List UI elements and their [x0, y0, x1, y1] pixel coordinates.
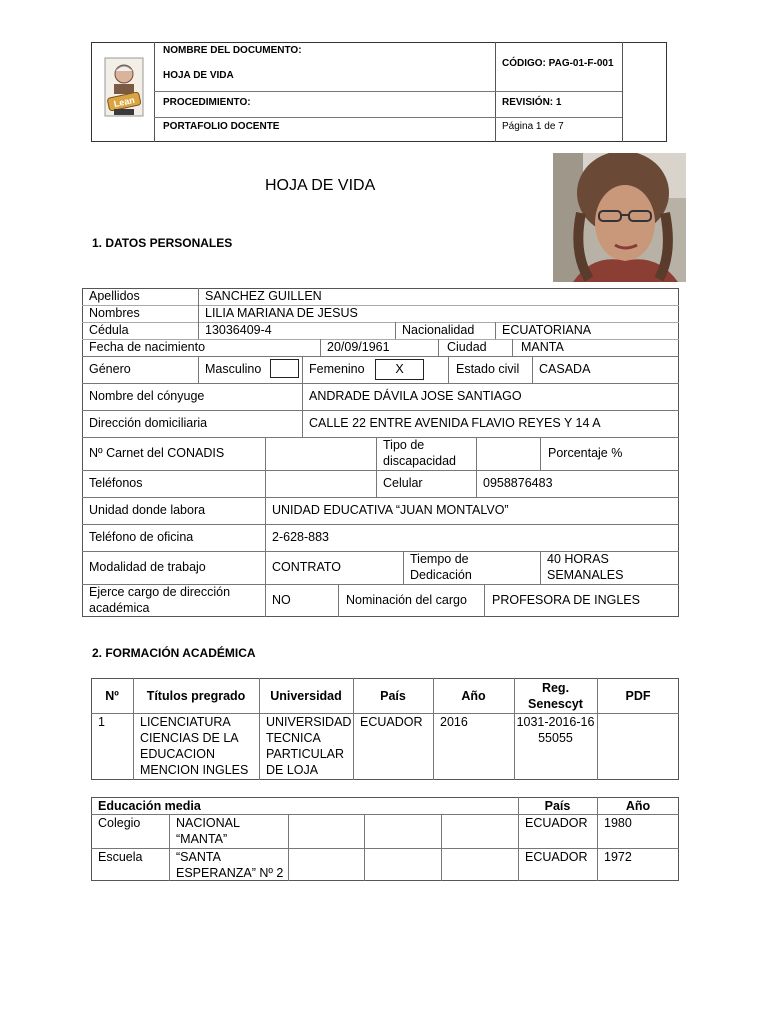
celular-label: Celular [383, 476, 423, 490]
procedure-label: PROCEDIMIENTO: [163, 97, 251, 108]
row-anio: 2016 [440, 715, 468, 729]
nombres-value: LILIA MARIANA DE JESUS [205, 306, 358, 320]
conyuge-label: Nombre del cónyuge [89, 389, 205, 403]
escuela-pais: ECUADOR [525, 850, 588, 864]
col-header-pdf: PDF [625, 689, 651, 703]
procedure-name: PORTAFOLIO DOCENTE [163, 121, 280, 132]
escuela-anio: 1972 [604, 850, 632, 864]
media-anio-header: Año [625, 799, 651, 813]
revision: REVISIÓN: 1 [502, 97, 562, 108]
row-senescyt: 1031-2016-1655055 [516, 715, 595, 745]
femenino-checkbox[interactable] [375, 359, 424, 380]
celular-value: 0958876483 [483, 476, 553, 490]
conadis-label: Nº Carnet del CONADIS [89, 446, 225, 460]
apellidos-label: Apellidos [89, 289, 140, 303]
discapacidad-label: Tipo de discapacidad [383, 438, 456, 468]
row-pais: ECUADOR [360, 715, 423, 729]
cedula-label: Cédula [89, 323, 129, 337]
masculino-checkbox[interactable] [270, 359, 299, 378]
col-header-universidad: Universidad [270, 689, 342, 703]
genero-label: Género [89, 362, 131, 376]
porcentaje-label: Porcentaje % [548, 446, 623, 460]
section-personal-data: 1. DATOS PERSONALES [92, 236, 233, 250]
nacionalidad-label: Nacionalidad [402, 323, 475, 337]
estado-civil-label: Estado civil [456, 362, 520, 376]
cargo-label: Ejerce cargo de dirección académica [89, 585, 231, 615]
col-header-pais: País [380, 689, 406, 703]
dedicacion-value: 40 HORAS SEMANALES [547, 552, 624, 582]
labora-label: Unidad donde labora [89, 503, 206, 517]
nominacion-value: PROFESORA DE INGLES [492, 593, 640, 607]
doc-name-label: NOMBRE DEL DOCUMENTO: [163, 45, 302, 56]
telefonos-label: Teléfonos [89, 476, 143, 490]
escuela-name: “SANTA ESPERANZA” Nº 2 [176, 850, 284, 880]
colegio-pais: ECUADOR [525, 816, 588, 830]
doc-code: CÓDIGO: PAG-01-F-001 [502, 58, 614, 69]
ciudad-value: MANTA [521, 340, 564, 354]
nacimiento-label: Fecha de nacimiento [89, 340, 206, 354]
page-title: HOJA DE VIDA [265, 177, 376, 194]
oficina-value: 2-628-883 [272, 530, 329, 544]
media-title: Educación media [98, 799, 201, 813]
direccion-label: Dirección domiciliaria [89, 416, 208, 430]
conyuge-value: ANDRADE DÁVILA JOSE SANTIAGO [309, 389, 522, 403]
doc-name: HOJA DE VIDA [163, 70, 234, 81]
col-header-num: Nº [105, 689, 119, 703]
oficina-label: Teléfono de oficina [89, 530, 194, 544]
row-num: 1 [98, 715, 105, 729]
nominacion-label: Nominación del cargo [346, 593, 467, 607]
media-pais-header: País [544, 799, 571, 813]
profile-photo [553, 153, 686, 282]
ciudad-label: Ciudad [447, 340, 487, 354]
apellidos-value: SANCHEZ GUILLEN [205, 289, 322, 303]
direccion-value: CALLE 22 ENTRE AVENIDA FLAVIO REYES Y 14 A [309, 416, 601, 430]
svg-text:Lean: Lean [112, 94, 136, 110]
modalidad-value: CONTRATO [272, 560, 341, 574]
nacionalidad-value: ECUATORIANA [502, 323, 592, 337]
colegio-name: NACIONAL “MANTA” [176, 816, 240, 846]
col-header-titulos: Títulos pregrado [146, 689, 246, 703]
institution-logo [104, 57, 144, 117]
femenino-label: Femenino [309, 362, 365, 376]
femenino-mark: X [395, 362, 404, 376]
row-titulo: LICENCIATURA CIENCIAS DE LA EDUCACION MENCION INGLES [140, 715, 249, 777]
page-number: Página 1 de 7 [502, 121, 564, 132]
section-academic: 2. FORMACIÓN ACADÉMICA [92, 646, 256, 660]
nacimiento-value: 20/09/1961 [327, 340, 390, 354]
cargo-value: NO [272, 593, 291, 607]
col-header-anio: Año [461, 689, 486, 703]
labora-value: UNIDAD EDUCATIVA “JUAN MONTALVO” [272, 503, 509, 517]
escuela-label: Escuela [98, 850, 143, 864]
col-header-senescyt: Reg. Senescyt [528, 681, 583, 711]
dedicacion-label: Tiempo de Dedicación [410, 552, 472, 582]
estado-civil-value: CASADA [539, 362, 591, 376]
cedula-value: 13036409-4 [205, 323, 272, 337]
masculino-label: Masculino [205, 362, 262, 376]
colegio-anio: 1980 [604, 816, 632, 830]
row-universidad: UNIVERSIDAD TECNICA PARTICULAR DE LOJA [266, 715, 352, 777]
nombres-label: Nombres [89, 306, 140, 320]
modalidad-label: Modalidad de trabajo [89, 560, 206, 574]
colegio-label: Colegio [98, 816, 141, 830]
